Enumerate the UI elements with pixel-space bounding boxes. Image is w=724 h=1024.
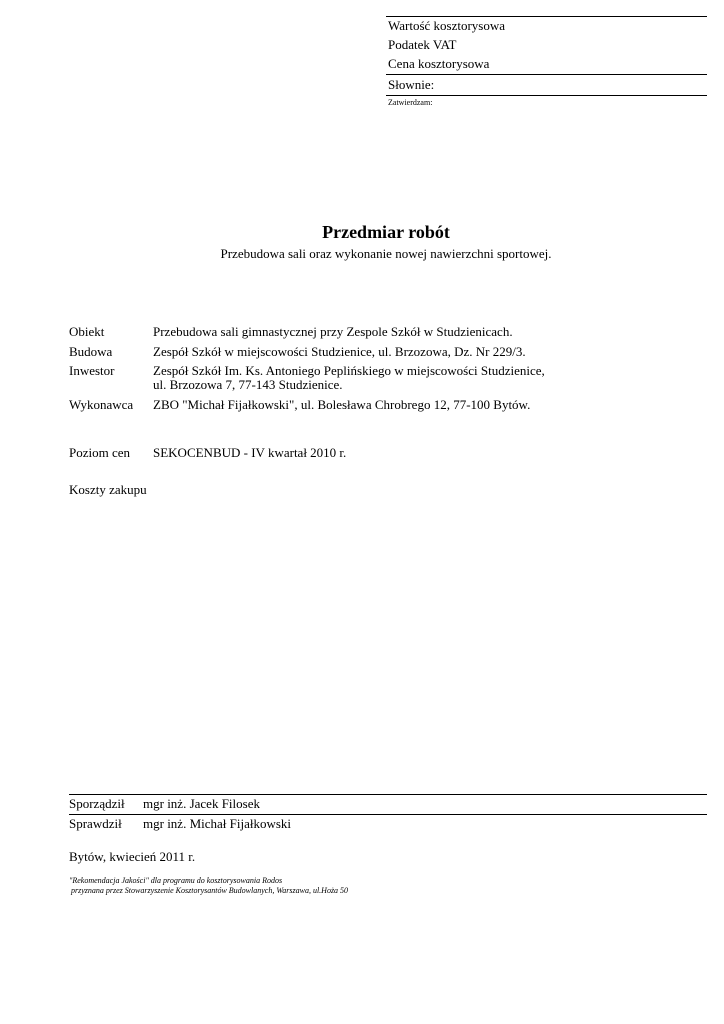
investor-value-line-2: ul. Brzozowa 7, 77-143 Studzienice. [153, 377, 343, 392]
object-value: Przebudowa sali gimnastycznej przy Zespole Szkół w Studzienicach. [153, 324, 513, 339]
checked-by-value: mgr inż. Michał Fijałkowski [143, 816, 292, 831]
summary-top-rule [386, 16, 707, 17]
document-subtitle: Przebudowa sali oraz wykonanie nowej nawierzchni sportowej. [220, 246, 552, 261]
signature-middle-rule [69, 814, 707, 815]
investor-label: Inwestor [69, 363, 115, 378]
checked-by-label: Sprawdził [69, 816, 122, 831]
document-title: Przedmiar robót [322, 222, 450, 242]
prepared-by-value: mgr inż. Jacek Filosek [143, 796, 260, 811]
summary-middle-rule [386, 74, 707, 75]
price-level-label: Poziom cen [69, 445, 131, 460]
site-label: Budowa [69, 344, 113, 359]
footnote-line-2: przyznana przez Stowarzyszenie Kosztorysantów Budowlanych, Warszawa, ul.Hoża 50 [69, 886, 349, 895]
summary-bottom-rule [386, 95, 707, 96]
estimate-value-label: Wartość kosztorysowa [388, 18, 506, 33]
approve-label: Zatwierdzam: [388, 98, 433, 107]
in-words-label: Słownie: [388, 77, 435, 92]
price-level-value: SEKOCENBUD - IV kwartał 2010 r. [153, 445, 347, 460]
footnote-line-1: "Rekomendacja Jakości" dla programu do kosztorysowania Rodos [69, 876, 283, 885]
contractor-value: ZBO "Michał Fijałkowski", ul. Bolesława Chrobrego 12, 77-100 Bytów. [153, 397, 531, 412]
site-value: Zespół Szkół w miejscowości Studzienice, ul. Brzozowa, Dz. Nr 229/3. [153, 344, 526, 359]
signature-top-rule [69, 794, 707, 795]
contractor-label: Wykonawca [69, 397, 134, 412]
prepared-by-label: Sporządził [69, 796, 125, 811]
place-date: Bytów, kwiecień 2011 r. [69, 849, 196, 864]
purchase-costs-label: Koszty zakupu [69, 482, 147, 497]
object-label: Obiekt [69, 324, 105, 339]
estimate-price-label: Cena kosztorysowa [388, 56, 490, 71]
vat-label: Podatek VAT [388, 37, 457, 52]
investor-value-line-1: Zespół Szkół Im. Ks. Antoniego Peplińskiego w miejscowości Studzienice, [153, 363, 545, 378]
